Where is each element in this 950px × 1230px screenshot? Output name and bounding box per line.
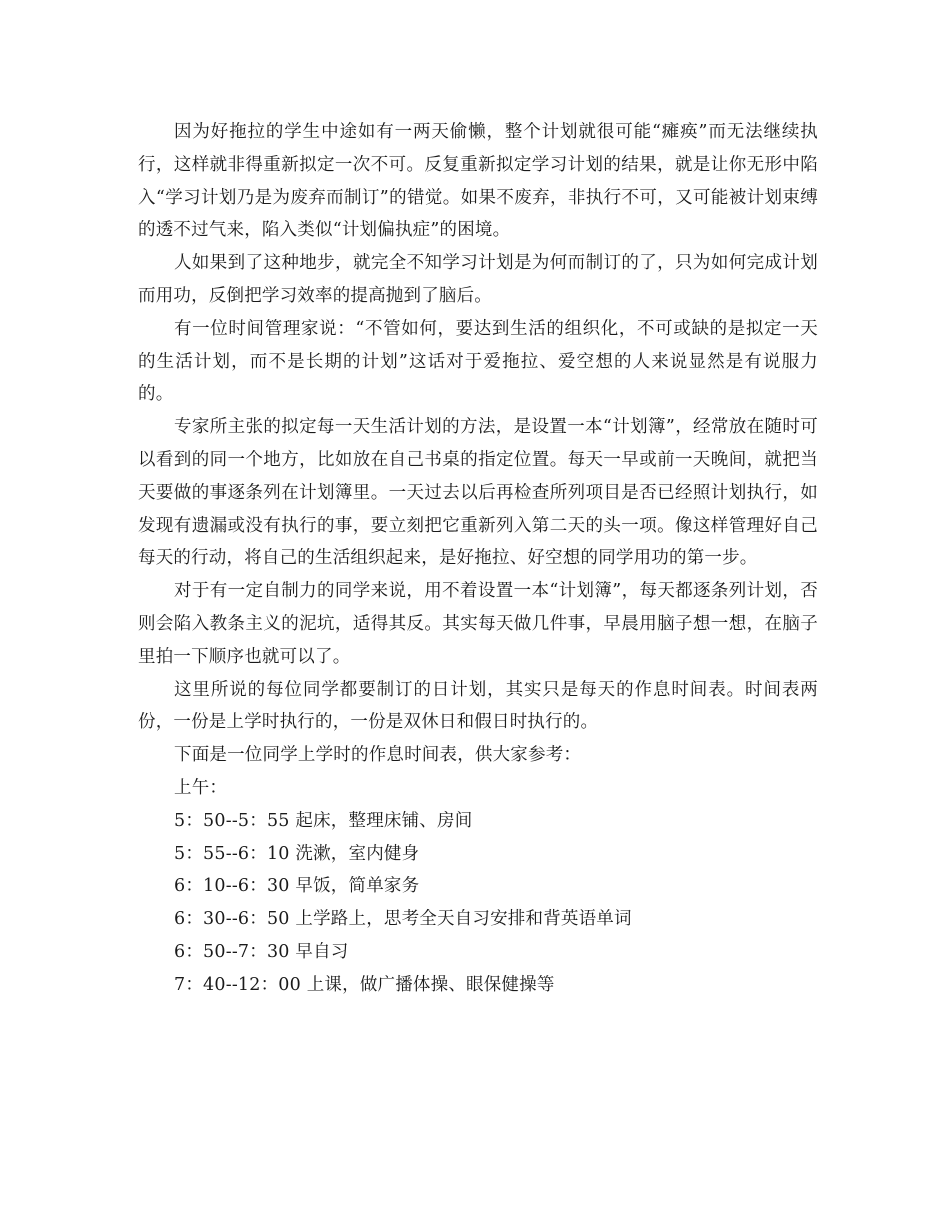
paragraph: 有一位时间管理家说：“不管如何，要达到生活的组织化，不可或缺的是拟定一天的生活计划，而不是长期的计划”这话对于爱拖拉、爱空想的人来说显然是有说服力的。 xyxy=(138,318,818,405)
schedule-item: 7：40--12：00 上课，做广播体操、眼保健操等 xyxy=(174,974,555,995)
paragraph: 下面是一位同学上学时的作息时间表，供大家参考： xyxy=(174,745,582,766)
document-page xyxy=(138,116,818,1002)
schedule-item: 5：50--5：55 起床，整理床铺、房间 xyxy=(174,810,473,831)
schedule-item: 6：10--6：30 早饭，简单家务 xyxy=(174,876,420,897)
paragraph: 专家所主张的拟定每一天生活计划的方法，是设置一本“计划簿”，经常放在随时可以看到的同一个地方，比如放在自己书桌的指定位置。每天一早或前一天晚间，就把当天要做的事逐条列在计划簿里。一天过去以后再检查所列项目是否已经照计划执行，如发现有遗漏或没有执行的事，要立刻把它重新列入第二天的头一项。像这样管理好自己每天的行动，将自己的生活组织起来，是好拖拉、好空想的同学用功的第一步。 xyxy=(138,417,818,569)
paragraph: 人如果到了这种地步，就完全不知学习计划是为何而制订的了，只为如何完成计划而用功，反倒把学习效率的提高抛到了脑后。 xyxy=(138,253,818,306)
schedule-heading: 上午： xyxy=(174,777,228,798)
paragraph: 这里所说的每位同学都要制订的日计划，其实只是每天的作息时间表。时间表两份，一份是上学时执行的，一份是双休日和假日时执行的。 xyxy=(138,679,818,733)
schedule-item: 6：30--6：50 上学路上，思考全天自习安排和背英语单词 xyxy=(174,909,632,930)
schedule-item: 6：50--7：30 早自习 xyxy=(174,941,349,962)
paragraph: 因为好拖拉的学生中途如有一两天偷懒，整个计划就很可能“瘫痪”而无法继续执行，这样就非得重新拟定一次不可。反复重新拟定学习计划的结果，就是让你无形中陷入“学习计划乃是为废弃而制订”的错觉。如果不废弃，非执行不可，又可能被计划束缚的透不过气来，陷入类似“计划偏执症”的困境。 xyxy=(138,122,818,241)
paragraph: 对于有一定自制力的同学来说，用不着设置一本“计划簿”，每天都逐条列计划，否则会陷入教条主义的泥坑，适得其反。其实每天做几件事，早晨用脑子想一想，在脑子里拍一下顺序也就可以了。 xyxy=(138,581,818,667)
schedule-item: 5：55--6：10 洗漱，室内健身 xyxy=(174,843,420,864)
